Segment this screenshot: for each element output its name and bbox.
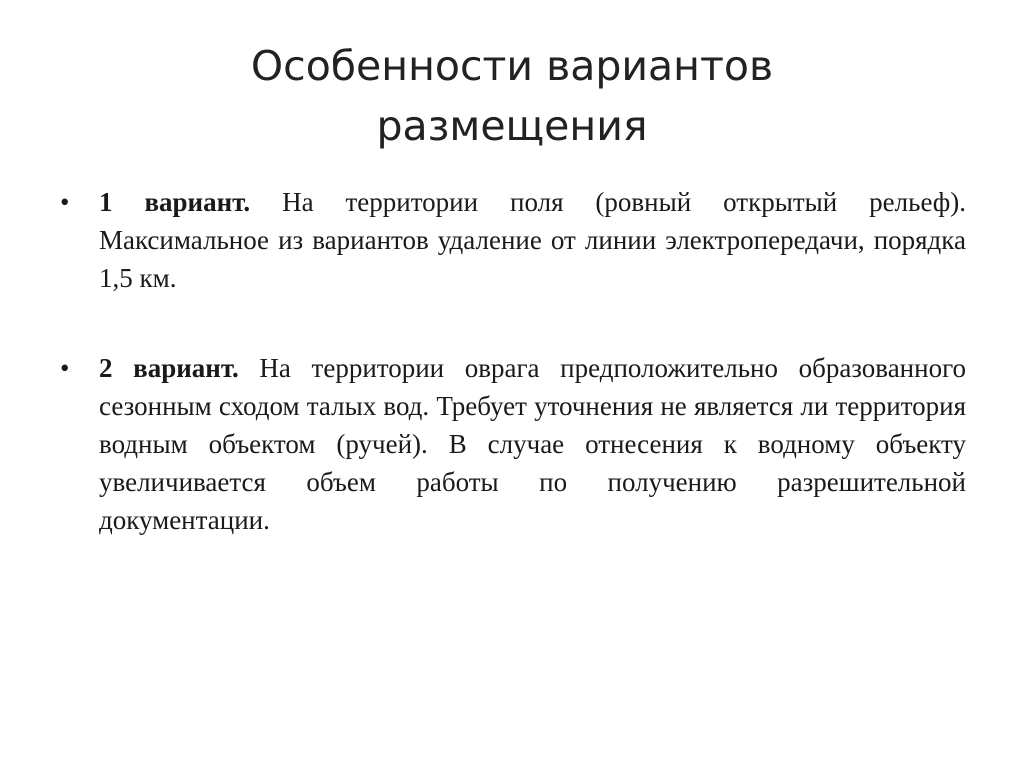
bullet-item-variant-1 bbox=[58, 183, 966, 297]
slide-title bbox=[80, 36, 944, 156]
slide-title-line-1: Особенности вариантов bbox=[250, 42, 774, 90]
bullet-label: 2 вариант. bbox=[99, 353, 239, 383]
bullet-item-variant-2 bbox=[58, 349, 966, 539]
bullet-list bbox=[58, 183, 966, 539]
slide-title-line-2: размещения bbox=[376, 102, 648, 150]
bullet-dot: • bbox=[60, 353, 70, 383]
bullet-label: 1 вариант. bbox=[99, 187, 251, 217]
bullet-text: На территории поля (ровный открытый рельеф). Максимальное из вариантов удаление от линии электропередачи, порядка 1,5 км. bbox=[99, 187, 966, 293]
bullet-dot: • bbox=[60, 187, 70, 217]
bullet-text: На территории оврага предположительно образованного сезонным сходом талых вод. Требует уточнения не является ли территория водным объектом (ручей). В случае отнесения к водному объекту увеличивается объем работы по получению разрешительной документации. bbox=[99, 353, 966, 535]
